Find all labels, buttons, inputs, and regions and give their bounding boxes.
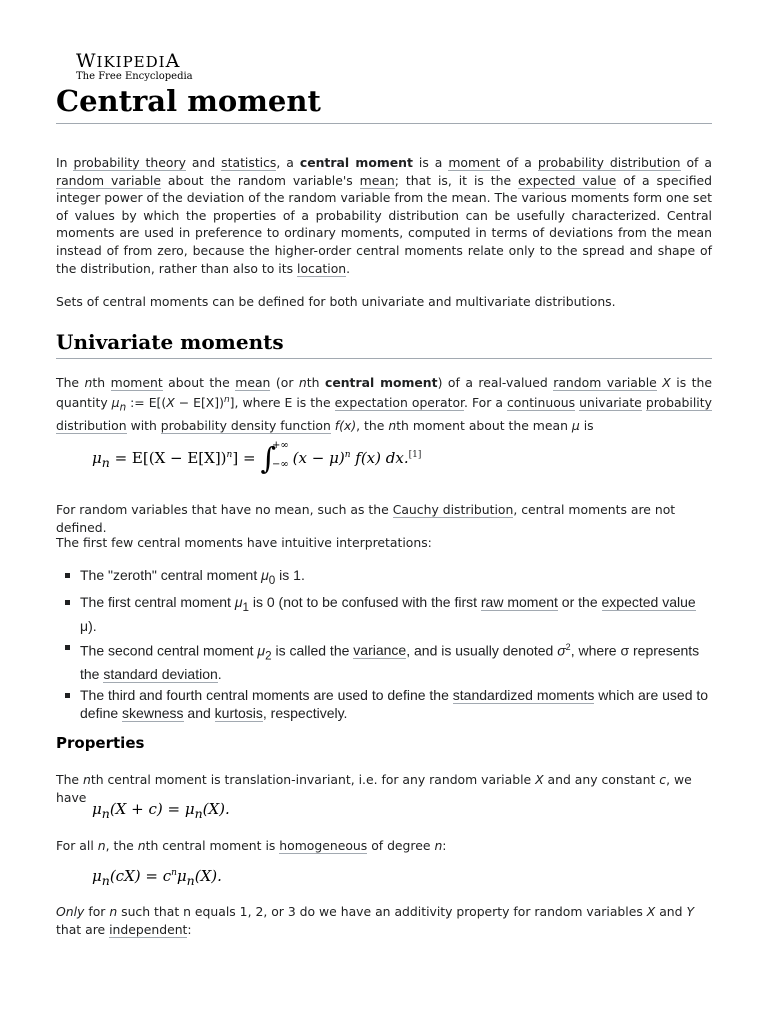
link-expectation-operator[interactable]: expectation operator: [334, 394, 465, 410]
link-standard-deviation[interactable]: standard deviation: [103, 666, 218, 683]
link-cauchy-distribution[interactable]: Cauchy distribution: [392, 502, 514, 517]
link-moment-2[interactable]: moment: [110, 375, 163, 390]
link-variance[interactable]: variance: [353, 642, 407, 659]
link-univariate[interactable]: univariate: [579, 394, 642, 410]
equation-translation-invariance: $\mu_n(X + c) = \mu_n(X)$.: [92, 800, 230, 821]
link-independent[interactable]: independent: [109, 921, 188, 937]
page-title: Central moment: [56, 84, 712, 124]
link-random-variable-2[interactable]: random variable: [553, 375, 657, 390]
link-probability-density-function[interactable]: probability density function: [160, 417, 331, 433]
univariate-paragraph: The nth moment about the mean (or nth central moment) of a real-valued random variable X is the quantity $\mu_n$ := $E[(X - E[X])^n]$, where E is the expectation operator. For a continuous univariate probability distribution with probability density function f(x), the nth moment about the mean μ is: [56, 375, 713, 433]
list-item: The first central moment $\mu_1$ is 0 (not to be confused with the first raw moment or the expected value μ).: [80, 593, 712, 635]
link-continuous[interactable]: continuous: [506, 394, 576, 410]
link-raw-moment[interactable]: raw moment: [480, 593, 558, 610]
link-mean[interactable]: mean: [359, 172, 395, 188]
wikipedia-wordmark: WIKIPEDIA: [76, 50, 181, 72]
link-random-variable[interactable]: random variable: [56, 172, 161, 188]
interpretations-list: [56, 566, 712, 725]
link-standardized-moments[interactable]: standardized moments: [452, 687, 595, 704]
reference-1[interactable]: [1]: [408, 450, 422, 460]
equation-homogeneity: $\mu_n(cX) = c^n\mu_n(X)$.: [92, 867, 222, 888]
translation-invariance-paragraph: The nth central moment is translation-invariant, i.e. for any random variable X and any constant c, we have: [56, 772, 692, 805]
wikipedia-tagline: The Free Encyclopedia: [76, 71, 193, 82]
section-univariate-moments: Univariate moments: [56, 330, 712, 359]
link-probability-distribution-2[interactable]: probability distribution: [56, 394, 712, 433]
link-probability-theory[interactable]: probability theory: [73, 155, 186, 170]
link-expected-value-2[interactable]: expected value: [601, 593, 696, 610]
wikipedia-logo[interactable]: [76, 50, 193, 82]
integral-sign: ∫: [260, 441, 276, 477]
link-mean-2[interactable]: mean: [235, 375, 271, 390]
first-few-paragraph: The first few central moments have intuitive interpretations:: [56, 535, 432, 550]
section-properties: Properties: [56, 734, 145, 752]
link-probability-distribution[interactable]: probability distribution: [537, 155, 681, 170]
cauchy-paragraph: For random variables that have no mean, such as the Cauchy distribution, central moments are not defined.: [56, 502, 676, 535]
link-statistics[interactable]: statistics: [221, 155, 277, 170]
additivity-paragraph: Only for n such that n equals 1, 2, or 3 do we have an additivity property for random variables X and Y that are independent:: [56, 904, 695, 937]
integral-limits: +∞ −∞: [271, 440, 289, 470]
list-item: The "zeroth" central moment $\mu_0$ is 1.: [80, 566, 712, 590]
list-item: The third and fourth central moments are used to define the standardized moments which are used to define skewness and kurtosis, respectively.: [80, 686, 712, 722]
link-expected-value[interactable]: expected value: [518, 172, 617, 188]
link-moment[interactable]: moment: [448, 155, 501, 170]
link-homogeneous[interactable]: homogeneous: [279, 838, 368, 853]
equation-central-moment: $\mu_n = E[(X - E[X])^n]$ = ∫ +∞ −∞ $(x - \mu)^n$ f(x) dx.[1]: [92, 440, 422, 477]
homogeneity-paragraph: For all n, the nth central moment is homogeneous of degree n:: [56, 838, 447, 853]
link-kurtosis[interactable]: kurtosis: [214, 705, 263, 722]
list-item: The second central moment $\mu_2$ is called the variance, and is usually denoted $\sigma^2$, where σ represents the standard deviation.: [80, 638, 712, 683]
link-skewness[interactable]: skewness: [122, 705, 184, 722]
sets-paragraph: Sets of central moments can be defined for both univariate and multivariate distributions.: [56, 294, 616, 309]
link-location[interactable]: location: [297, 260, 347, 276]
intro-paragraph: In probability theory and statistics, a central moment is a moment of a probability distribution of a random variable about the random variable's mean; that is, it is the expected value of a specified integer power of the deviation of the random variable from the mean. The various moments form one set of values by which the properties of a probability distribution can be usefully characterized. Central moments are used in preference to ordinary moments, computed in terms of deviations from the mean instead of from zero, because the higher-order central moments relate only to the spread and shape of the distribution, rather than also to its location.: [56, 155, 713, 276]
